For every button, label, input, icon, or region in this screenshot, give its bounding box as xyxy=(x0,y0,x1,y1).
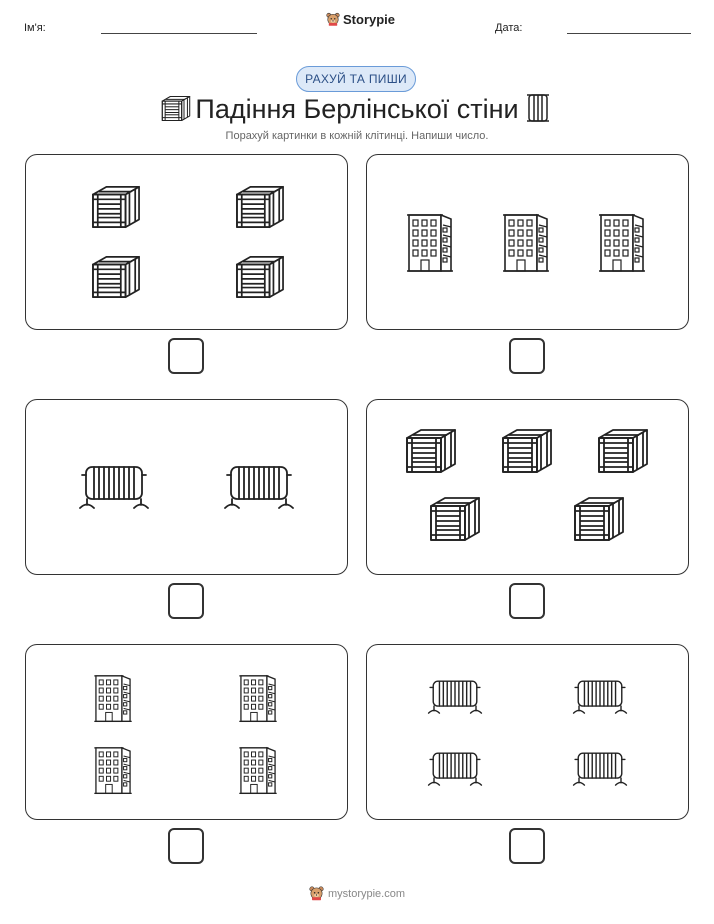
name-label: Ім'я: xyxy=(24,22,46,34)
footer-site[interactable]: mystorypie.com xyxy=(327,887,406,900)
answer-box-6[interactable] xyxy=(509,828,545,864)
date-label: Дата: xyxy=(495,22,523,34)
crate-icon xyxy=(232,183,288,231)
crate-icon xyxy=(571,494,627,544)
activity-badge: РАХУЙ ТА ПИШИ xyxy=(296,66,416,92)
count-panel-5 xyxy=(25,644,348,820)
barrier-icon xyxy=(223,460,295,512)
building-icon xyxy=(597,209,647,273)
brand-name: Storypie xyxy=(343,12,396,27)
crate-icon xyxy=(403,426,459,476)
answer-box-2[interactable] xyxy=(509,338,545,374)
building-icon xyxy=(501,209,551,273)
barrier-icon xyxy=(427,675,483,717)
instructions: Порахуй картинки в кожній клітинці. Напиши число. xyxy=(225,130,489,142)
crate-icon xyxy=(499,426,555,476)
barrier-icon xyxy=(427,747,483,789)
answer-box-1[interactable] xyxy=(168,338,204,374)
crate-icon xyxy=(232,253,288,301)
answer-box-4[interactable] xyxy=(509,583,545,619)
bear-icon xyxy=(326,12,340,27)
answer-box-3[interactable] xyxy=(168,583,204,619)
building-icon xyxy=(237,671,279,723)
building-icon xyxy=(237,743,279,795)
count-panel-4 xyxy=(366,399,689,575)
building-icon xyxy=(405,209,455,273)
count-panel-3 xyxy=(25,399,348,575)
barrier-icon xyxy=(78,460,150,512)
count-panel-6 xyxy=(366,644,689,820)
footer xyxy=(0,886,714,901)
barrier-icon xyxy=(526,91,550,125)
building-icon xyxy=(92,743,134,795)
building-icon xyxy=(92,671,134,723)
crate-icon xyxy=(88,253,144,301)
crate-icon xyxy=(595,426,651,476)
barrier-icon xyxy=(572,747,628,789)
storypie-logo xyxy=(326,12,395,27)
crate-icon xyxy=(88,183,144,231)
name-line[interactable] xyxy=(101,33,257,34)
date-line[interactable] xyxy=(567,33,691,34)
answer-box-5[interactable] xyxy=(168,828,204,864)
page-title: Падіння Берлінської стіни xyxy=(195,94,519,124)
crate-icon xyxy=(427,494,483,544)
count-panel-1 xyxy=(25,154,348,330)
count-panel-2 xyxy=(366,154,689,330)
bear-icon xyxy=(309,886,324,901)
barrier-icon xyxy=(572,675,628,717)
